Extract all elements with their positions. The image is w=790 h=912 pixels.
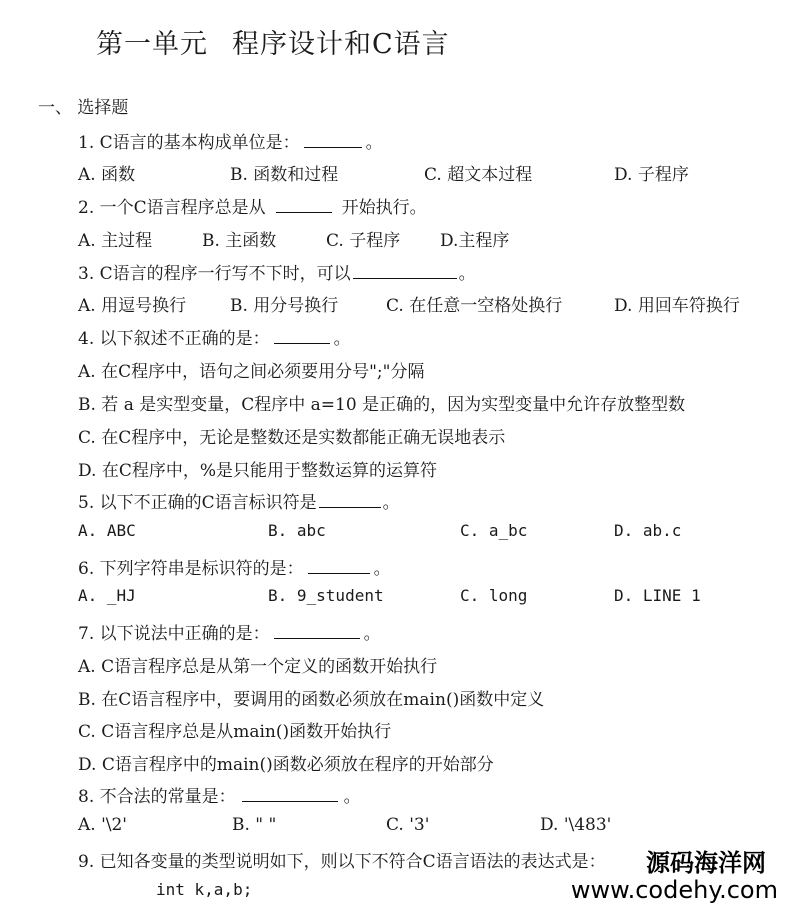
q1-option-c: C. 超文本过程	[424, 165, 533, 185]
q3-option-b: B. 用分号换行	[230, 296, 339, 316]
question-2-text: 2. 一个C语言程序总是从	[78, 198, 266, 218]
question-6-end: 。	[373, 559, 391, 579]
question-3-text: 3. C语言的程序一行写不下时，可以	[78, 264, 351, 284]
q2-option-d: D.主程序	[440, 231, 510, 251]
q8-option-a: A. '\2'	[78, 815, 127, 835]
question-7-text: 7. 以下说法中正确的是：	[78, 624, 270, 644]
question-5	[78, 488, 400, 513]
q9-code: int k,a,b;	[156, 880, 253, 899]
q8-option-d: D. '\483'	[540, 815, 612, 835]
question-9	[78, 847, 606, 872]
question-8-end: 。	[343, 787, 361, 807]
question-6-text: 6. 下列字符串是标识符的是：	[78, 559, 304, 579]
watermark-url: www.codehy.com	[570, 876, 778, 904]
q1-option-b: B. 函数和过程	[230, 165, 339, 185]
watermark-site-name: 源码海洋网	[646, 849, 766, 877]
q7-option-c: C. C语言程序总是从main()函数开始执行	[78, 722, 392, 742]
q1-option-d: D. 子程序	[614, 165, 689, 185]
answer-blank	[319, 493, 381, 508]
question-5-text: 5. 以下不正确的C语言标识符是	[78, 493, 317, 513]
q7-option-a: A. C语言程序总是从第一个定义的函数开始执行	[78, 657, 438, 677]
question-5-end: 。	[382, 493, 400, 513]
question-8-text: 8. 不合法的常量是：	[78, 787, 236, 807]
question-7-end: 。	[363, 624, 381, 644]
question-3-end: 。	[458, 264, 476, 284]
q5-option-d: D. ab.c	[614, 521, 682, 540]
q6-option-a: A. _HJ	[78, 586, 136, 605]
question-4-end: 。	[333, 329, 351, 349]
answer-blank	[308, 559, 370, 574]
question-4	[78, 324, 351, 349]
question-2-end: 开始执行。	[341, 198, 427, 218]
question-7	[78, 619, 381, 644]
answer-blank	[353, 264, 457, 279]
question-4-text: 4. 以下叙述不正确的是：	[78, 329, 270, 349]
q4-option-a: A. 在C程序中，语句之间必须要用分号";"分隔	[78, 362, 425, 382]
question-3	[78, 259, 476, 284]
q4-option-b: B. 若 a 是实型变量，C程序中 a=10 是正确的，因为实型变量中允许存放整型数	[78, 395, 686, 415]
title-unit: 第一单元	[96, 29, 208, 60]
q4-option-c: C. 在C程序中，无论是整数还是实数都能正确无误地表示	[78, 428, 506, 448]
q3-option-a: A. 用逗号换行	[78, 296, 187, 316]
q6-option-d: D. LINE 1	[614, 586, 701, 605]
question-2	[78, 193, 427, 218]
answer-blank	[274, 624, 360, 639]
q5-option-a: A. ABC	[78, 521, 136, 540]
q2-option-c: C. 子程序	[326, 231, 401, 251]
question-1-end: 。	[365, 133, 383, 153]
question-6	[78, 554, 391, 579]
q3-option-c: C. 在任意一空格处换行	[386, 296, 563, 316]
question-9-text: 9. 已知各变量的类型说明如下，则以下不符合C语言语法的表达式是：	[78, 852, 606, 872]
q5-option-c: C. a_bc	[460, 521, 528, 540]
document-title	[96, 22, 450, 61]
q5-option-b: B. abc	[268, 521, 326, 540]
q3-option-d: D. 用回车符换行	[614, 296, 740, 316]
q2-option-b: B. 主函数	[202, 231, 277, 251]
question-1-text: 1. C语言的基本构成单位是：	[78, 133, 300, 153]
answer-blank	[274, 329, 330, 344]
q4-option-d: D. 在C程序中，%是只能用于整数运算的运算符	[78, 461, 437, 481]
question-1	[78, 128, 383, 153]
q7-option-b: B. 在C语言程序中，要调用的函数必须放在main()函数中定义	[78, 690, 545, 710]
q6-option-c: C. long	[460, 586, 528, 605]
q6-option-b: B. 9_student	[268, 586, 384, 605]
q8-option-b: B. " "	[232, 815, 277, 835]
q2-option-a: A. 主过程	[78, 231, 153, 251]
section-heading: 一、 选择题	[38, 98, 129, 118]
question-8	[78, 782, 361, 807]
answer-blank	[242, 787, 338, 802]
answer-blank	[276, 198, 332, 213]
q1-option-a: A. 函数	[78, 165, 136, 185]
answer-blank	[304, 133, 362, 148]
q7-option-d: D. C语言程序中的main()函数必须放在程序的开始部分	[78, 755, 494, 775]
q8-option-c: C. '3'	[386, 815, 430, 835]
title-topic: 程序设计和C语言	[232, 29, 450, 60]
